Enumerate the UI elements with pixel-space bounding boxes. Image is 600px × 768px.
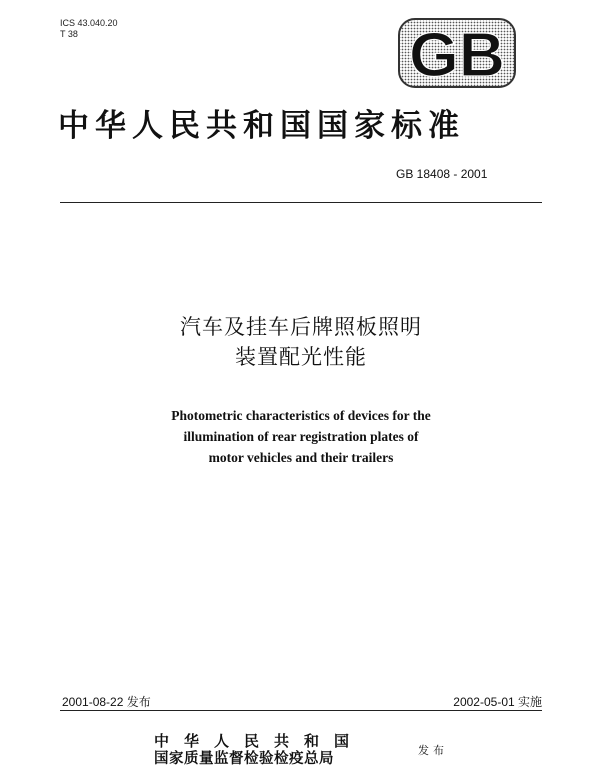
title-chinese-line-1: 汽车及挂车后牌照板照明 [180, 315, 422, 339]
issue-label: 发布 [418, 744, 448, 757]
ics-code: ICS 43.040.20 [60, 18, 118, 28]
publish-date: 2001-08-22 发布 [62, 695, 151, 709]
category-code: T 38 [60, 29, 78, 39]
title-english-line-2: illumination of rear registration plates of [183, 429, 419, 444]
issuing-authority [154, 733, 364, 767]
top-divider [60, 202, 542, 203]
issuer-line-1: 中华人民共和国 [154, 732, 365, 750]
title-english-line-1: Photometric characteristics of devices for the [171, 408, 431, 423]
title-english-line-3: motor vehicles and their trailers [208, 450, 394, 465]
title-english [60, 405, 542, 468]
bottom-divider [60, 710, 542, 711]
classification-codes [60, 18, 118, 40]
standard-number: GB 18408 - 2001 [396, 167, 488, 181]
implementation-date: 2002-05-01 实施 [453, 695, 542, 709]
title-chinese [60, 312, 542, 372]
issuer-line-2: 国家质量监督检验检疫总局 [154, 750, 334, 767]
gb-logo [398, 18, 516, 88]
logo-text: GB [409, 21, 505, 88]
org-title: 中华人民共和国国家标准 [58, 108, 465, 144]
title-chinese-line-2: 装置配光性能 [235, 345, 367, 369]
